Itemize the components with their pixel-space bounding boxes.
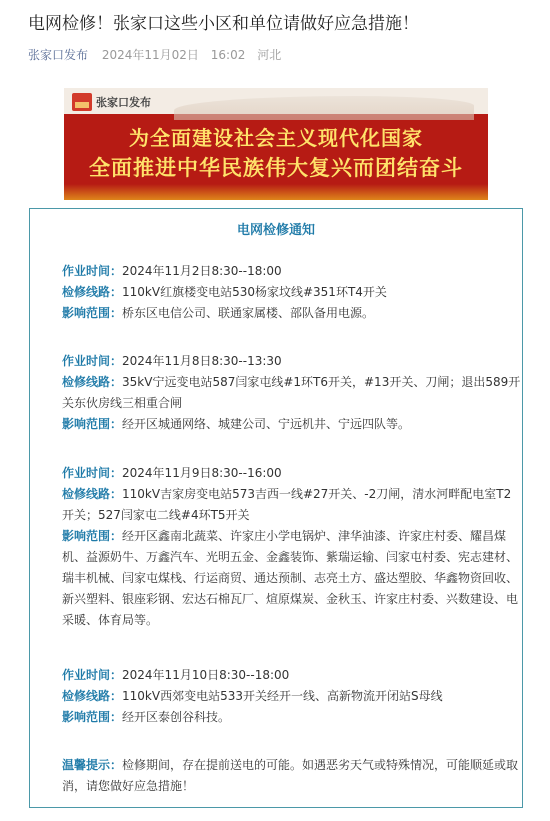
notice-item [36,261,522,324]
source-link[interactable]: 张家口发布 [28,48,89,62]
publish-time: 16:02 [210,48,246,62]
work-time: 2024年11月2日8:30--18:00 [122,264,282,278]
notice-item [36,665,522,728]
banner-brand: 张家口发布 [96,96,151,109]
banner-wave-decoration [64,184,488,200]
notice-item [36,351,522,435]
line-label: 检修线路： [62,285,123,299]
article-meta [28,46,289,63]
affected-area: 经开区城通网络、城建公司、宁远机井、宁远四队等。 [122,417,411,431]
area-label: 影响范围： [62,529,123,543]
time-label: 作业时间： [62,264,123,278]
notice-heading: 电网检修通知 [236,223,315,238]
notice-item [36,463,522,631]
maintenance-line: 110kV西郊变电站533开关经开一线、高新物流开闭站S母线 [122,689,443,703]
affected-area: 经开区鑫南北蔬菜、许家庄小学电锅炉、津华油漆、许家庄村委、耀昌煤机、益源奶牛、万鑫汽车、光明五金、金鑫装饰、紫瑞运输、闫家屯村委、宪志建材、瑞丰机械、闫家屯煤栈、行运商贸、通达预制、志亮土方、盛达塑胶、华鑫物资回收、新兴塑料、银座彩钢、宏达石棉瓦厂、煊原煤炭、金秋玉、许家庄村委、兴数建设、电采暖、体育局等。 [62,529,519,627]
area-label: 影响范围： [62,710,123,724]
banner-image [64,88,488,200]
banner-slogan-1: 为全面建设社会主义现代化国家 [129,126,423,150]
time-label: 作业时间： [62,354,123,368]
area-label: 影响范围： [62,417,123,431]
line-label: 检修线路： [62,689,123,703]
time-label: 作业时间： [62,668,123,682]
line-label: 检修线路： [62,487,123,501]
line-label: 检修线路： [62,375,123,389]
banner-slogan-2: 全面推进中华民族伟大复兴而团结奋斗 [89,156,463,180]
maintenance-line: 110kV红旗楼变电站530杨家坟线#351环T4开关 [122,285,387,299]
publish-date: 2024年11月02日 [101,48,199,62]
maintenance-line: 110kV吉家房变电站573吉西一线#27开关、-2刀闸，清水河畔配电室T2开关；527闫家屯二线#4环T5开关 [62,487,512,522]
work-time: 2024年11月8日8:30--13:30 [122,354,282,368]
affected-area: 桥东区电信公司、联通家属楼、部队备用电源。 [122,306,375,320]
area-label: 影响范围： [62,306,123,320]
affected-area: 经开区泰创谷科技。 [122,710,231,724]
maintenance-line: 35kV宁远变电站587闫家屯线#1环T6开关，#13开关、刀闸；退出589开关东伙房线三相重合闸 [62,375,521,410]
tip-text: 检修期间，存在提前送电的可能。如遇恶劣天气或特殊情况，可能顺延或取消，请您做好应急措施！ [62,758,519,793]
warm-tip [36,755,522,797]
brand-logo-icon [72,93,92,111]
publish-location: 河北 [257,48,282,62]
tip-label: 温馨提示： [62,758,123,772]
time-label: 作业时间： [62,466,123,480]
notice-box [29,208,523,808]
work-time: 2024年11月10日8:30--18:00 [122,668,290,682]
work-time: 2024年11月9日8:30--16:00 [122,466,282,480]
article-title: 电网检修！张家口这些小区和单位请做好应急措施！ [28,14,419,34]
